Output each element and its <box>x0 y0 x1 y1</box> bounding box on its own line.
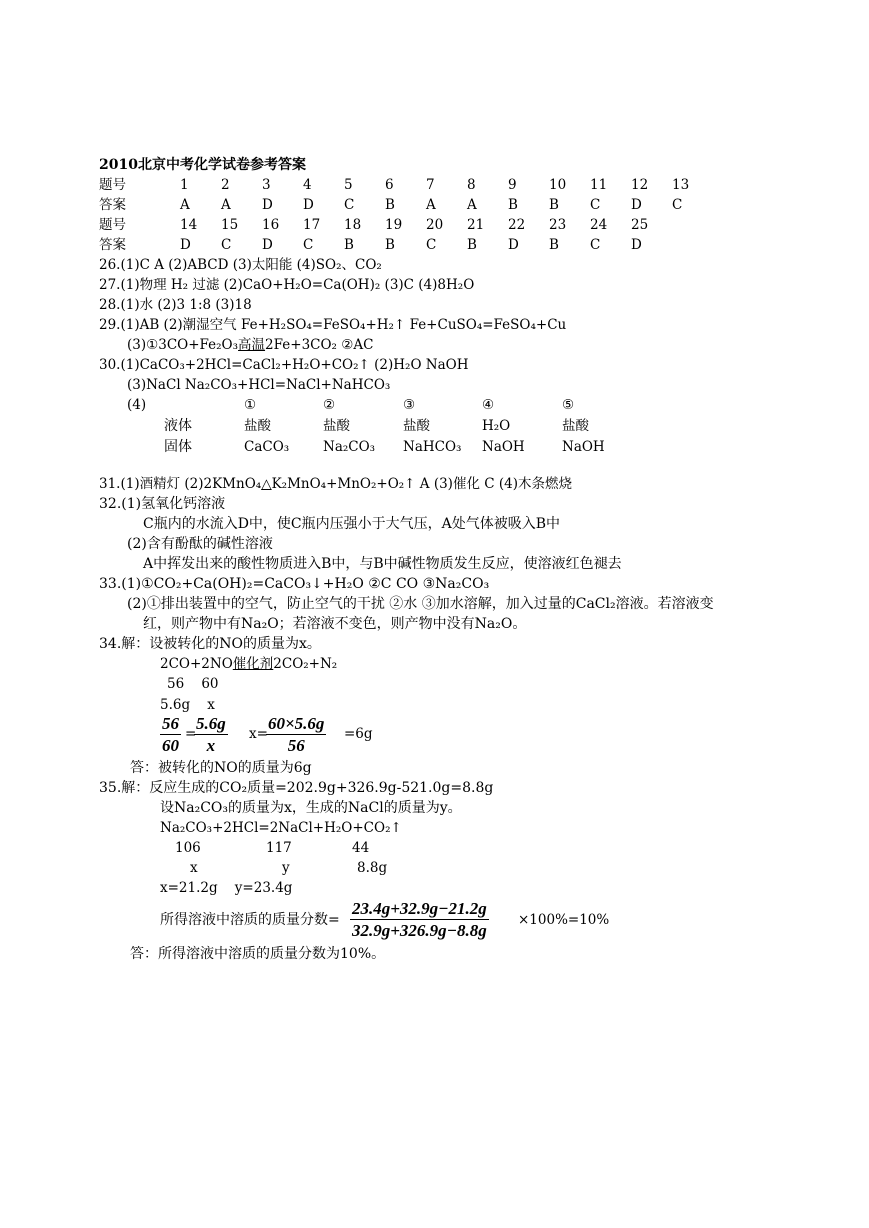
table-row-label: 答案 <box>99 197 126 213</box>
table-cell: CaCO₃ <box>244 439 290 455</box>
table-cell: C <box>303 237 314 253</box>
fraction-denominator: 32.9g+326.9g−8.8g <box>352 921 487 940</box>
answer-29-line2 <box>127 336 373 354</box>
table-cell: 24 <box>590 217 608 233</box>
table-cell: 6 <box>385 177 394 193</box>
table-cell: 7 <box>426 177 435 193</box>
fraction-denominator: 56 <box>287 736 305 755</box>
answer-34-conclusion: 答：被转化的NO的质量为6g <box>130 760 312 776</box>
answer-34-ratio: 56 60 <box>167 676 219 692</box>
unknown-value: 8.8g <box>357 860 388 876</box>
table-cell: A <box>221 197 231 213</box>
table-cell: ④ <box>482 397 495 413</box>
reaction-condition: 高温 <box>238 337 266 353</box>
table-cell: NaOH <box>482 439 525 455</box>
answer-26: 26.(1)C A (2)ABCD (3)太阳能 (4)SO₂、CO₂ <box>99 257 382 273</box>
answer-27: 27.(1)物理 H₂ 过滤 (2)CaO+H₂O=Ca(OH)₂ (3)C (4)8H₂O <box>99 277 475 293</box>
table-row-label: 液体 <box>164 418 192 434</box>
table-cell: 盐酸 <box>244 418 271 434</box>
unknown-value: y <box>282 860 290 876</box>
answer-34-equation <box>160 655 337 673</box>
page-title: 2010北京中考化学试卷参考答案 <box>99 157 306 173</box>
table-cell: 15 <box>221 217 239 233</box>
table-cell: B <box>467 237 477 253</box>
table-row-label: 题号 <box>99 217 126 233</box>
fraction-numerator: 60×5.6g <box>268 714 325 733</box>
answer-30-line1: 30.(1)CaCO₃+2HCl=CaCl₂+H₂O+CO₂↑ (2)H₂O NaOH <box>99 357 469 373</box>
table-cell: 盐酸 <box>403 418 430 434</box>
answer-35-conclusion: 答：所得溶液中溶质的质量分数为10%。 <box>130 946 386 962</box>
table-cell: D <box>303 197 314 213</box>
table-cell: 22 <box>508 217 526 233</box>
table-cell: 盐酸 <box>323 418 350 434</box>
table-cell: 1 <box>180 177 189 193</box>
table-cell: C <box>672 197 683 213</box>
table-cell: D <box>180 237 191 253</box>
table-cell: H₂O <box>482 418 511 434</box>
equation-part: 2CO+2NO <box>160 656 233 672</box>
answer-29-line1: 29.(1)AB (2)潮湿空气 Fe+H₂SO₄=FeSO₄+H₂↑ Fe+CuSO₄=FeSO₄+Cu <box>99 317 567 333</box>
answer-35-solution: x=21.2g y=23.4g <box>160 880 293 896</box>
answer-30-line3: (4) <box>127 397 147 413</box>
table-cell: 16 <box>262 217 280 233</box>
fraction-denominator: x <box>206 736 216 755</box>
table-cell: C <box>221 237 232 253</box>
table-cell: 9 <box>508 177 517 193</box>
table-cell: B <box>549 197 559 213</box>
answer-35-line1: 35.解：反应生成的CO₂质量=202.9g+326.9g-521.0g=8.8g <box>99 780 494 796</box>
table-cell: 12 <box>631 177 649 193</box>
answer-35-line2: 设Na₂CO₃的质量为x，生成的NaCl的质量为y。 <box>160 800 462 816</box>
table-cell: 20 <box>426 217 444 233</box>
answer-32-line1: 32.(1)氢氧化钙溶液 <box>99 496 226 512</box>
unknown-value: x <box>190 860 198 876</box>
table-cell: D <box>262 237 273 253</box>
table-cell: A <box>426 197 436 213</box>
table-cell: 5 <box>344 177 353 193</box>
fraction-numerator: 23.4g+32.9g−21.2g <box>352 899 487 918</box>
table-cell: ② <box>323 397 336 413</box>
answer-33-line2: (2)①排出装置中的空气，防止空气的干扰 ②水 ③加水溶解，加入过量的CaCl₂溶液。若溶液变 <box>127 596 714 612</box>
answer-33-line1: 33.(1)①CO₂+Ca(OH)₂=CaCO₃↓+H₂O ②C CO ③Na₂CO₃ <box>99 576 490 592</box>
result-text: ×100%=10% <box>518 912 610 928</box>
fraction <box>266 714 326 757</box>
fraction <box>160 714 181 757</box>
table-cell: 盐酸 <box>562 418 589 434</box>
reaction-condition: △ <box>261 476 272 492</box>
table-cell: 13 <box>672 177 690 193</box>
table-cell: A <box>180 197 190 213</box>
fraction <box>194 714 228 757</box>
table-cell: ⑤ <box>562 397 575 413</box>
table-cell: B <box>385 197 395 213</box>
table-cell: C <box>590 197 601 213</box>
table-cell: ① <box>244 397 257 413</box>
answer-34-line1: 34.解：设被转化的NO的质量为x。 <box>99 636 321 652</box>
table-cell: 17 <box>303 217 321 233</box>
table-cell: NaOH <box>562 439 605 455</box>
table-cell: 3 <box>262 177 271 193</box>
table-cell: NaHCO₃ <box>403 439 462 455</box>
table-cell: 19 <box>385 217 403 233</box>
answer-34-values: 5.6g x <box>160 697 215 713</box>
mass-ratio: 117 <box>266 840 292 856</box>
table-cell: A <box>467 197 477 213</box>
table-cell: B <box>508 197 518 213</box>
fraction <box>350 899 489 942</box>
table-cell: D <box>631 237 642 253</box>
answer-35-fraction-label: 所得溶液中溶质的质量分数= <box>160 912 340 928</box>
answer-31 <box>99 475 572 493</box>
table-cell: 11 <box>590 177 608 193</box>
answer-32-line4: A中挥发出来的酸性物质进入B中，与B中碱性物质发生反应，使溶液红色褪去 <box>143 556 622 572</box>
result-text: =6g <box>344 726 373 742</box>
table-row-label: 题号 <box>99 177 126 193</box>
variable-label: x= <box>249 726 268 742</box>
table-cell: 4 <box>303 177 312 193</box>
table-cell: 23 <box>549 217 567 233</box>
fraction-denominator: 60 <box>162 736 179 755</box>
equation-part: (3)①3CO+Fe₂O₃ <box>127 337 239 353</box>
equals-sign: = <box>185 726 197 742</box>
fraction-numerator: 56 <box>162 714 179 733</box>
reaction-condition: 催化剂 <box>232 656 274 672</box>
table-cell: Na₂CO₃ <box>323 439 376 455</box>
table-cell: 14 <box>180 217 198 233</box>
table-row-label: 答案 <box>99 237 126 253</box>
equation-part: K₂MnO₄+MnO₂+O₂↑ A (3)催化 C (4)木条燃烧 <box>271 476 572 492</box>
table-cell: D <box>631 197 642 213</box>
table-cell: 21 <box>467 217 485 233</box>
table-cell: D <box>262 197 273 213</box>
equation-part: 2Fe+3CO₂ ②AC <box>265 337 374 353</box>
table-cell: C <box>426 237 437 253</box>
answer-35-equation: Na₂CO₃+2HCl=2NaCl+H₂O+CO₂↑ <box>160 820 402 836</box>
answer-28: 28.(1)水 (2)3 1:8 (3)18 <box>99 297 252 313</box>
table-row-label: 固体 <box>164 439 192 455</box>
fraction-numerator: 5.6g <box>196 714 226 733</box>
answer-32-line3: (2)含有酚酞的碱性溶液 <box>127 536 273 552</box>
table-cell: 2 <box>221 177 230 193</box>
table-cell: 25 <box>631 217 649 233</box>
table-cell: B <box>549 237 559 253</box>
answer-32-line2: C瓶内的水流入D中，使C瓶内压强小于大气压，A处气体被吸入B中 <box>143 516 561 532</box>
answer-30-line2: (3)NaCl Na₂CO₃+HCl=NaCl+NaHCO₃ <box>127 377 391 393</box>
mass-ratio: 106 <box>175 840 201 856</box>
table-cell: 18 <box>344 217 362 233</box>
table-cell: 8 <box>467 177 476 193</box>
table-cell: D <box>508 237 519 253</box>
table-cell: C <box>344 197 355 213</box>
table-cell: 10 <box>549 177 567 193</box>
table-cell: ③ <box>403 397 416 413</box>
table-cell: C <box>590 237 601 253</box>
table-cell: B <box>344 237 354 253</box>
equation-part: 31.(1)酒精灯 (2)2KMnO₄ <box>99 476 262 492</box>
answer-33-line3: 红，则产物中有Na₂O；若溶液不变色，则产物中没有Na₂O。 <box>143 616 527 632</box>
table-cell: B <box>385 237 395 253</box>
equation-part: 2CO₂+N₂ <box>273 656 338 672</box>
mass-ratio: 44 <box>352 840 370 856</box>
